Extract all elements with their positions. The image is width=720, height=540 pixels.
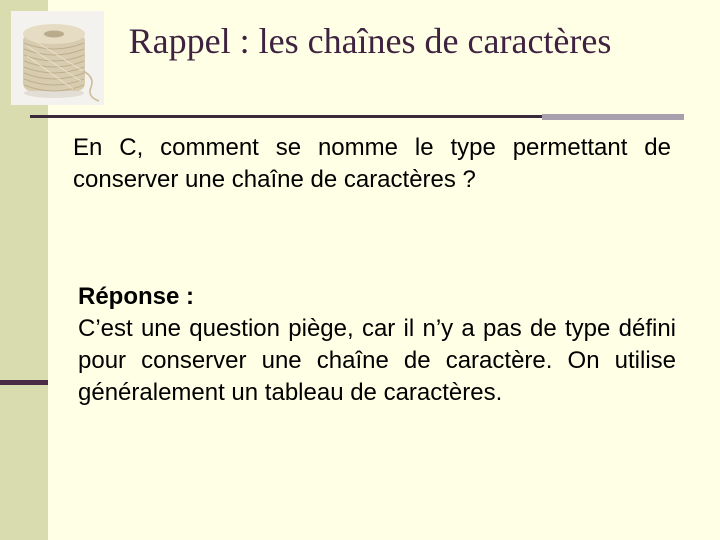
answer-text: C’est une question piège, car il n’y a pas de type défini pour conserver une chaîne de caractère. On utilise généralement un tableau de caractères. xyxy=(78,315,676,406)
sidebar-accent-bar xyxy=(0,380,48,385)
answer-block xyxy=(78,281,676,409)
title-underline xyxy=(30,115,542,118)
twine-spool-icon xyxy=(11,11,104,105)
slide-title: Rappel : les chaînes de caractères xyxy=(128,21,612,61)
answer-label: Réponse : xyxy=(78,283,195,310)
question-text: En C, comment se nomme le type permettant de conserver une chaîne de caractères ? xyxy=(73,134,671,193)
title-underline-accent xyxy=(542,114,684,120)
